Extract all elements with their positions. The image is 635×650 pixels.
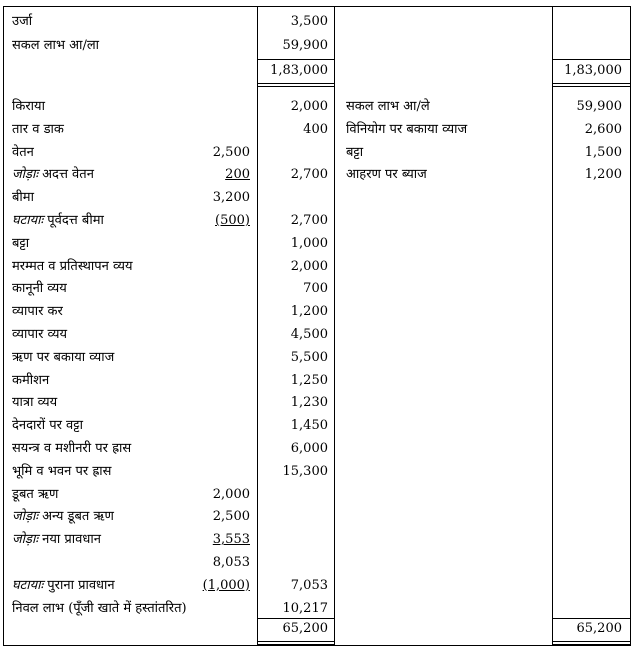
row-label: बट्टा xyxy=(346,144,364,160)
table-row xyxy=(4,142,630,164)
amount: 4,500 xyxy=(290,327,328,342)
rule xyxy=(552,86,630,87)
row-label: भूमि व भवन पर ह्रास xyxy=(12,463,112,479)
rule xyxy=(257,644,335,645)
row-label: आहरण पर ब्याज xyxy=(346,167,427,183)
table-row xyxy=(4,506,630,528)
rule xyxy=(552,641,630,642)
amount: 10,217 xyxy=(282,600,328,616)
table-row xyxy=(4,187,630,209)
row-label: घटायाः पुराना प्रावधान xyxy=(12,577,115,593)
rule xyxy=(552,644,630,645)
row-label: जोड़ाः नया प्रावधान xyxy=(12,532,101,548)
sub-amount: 200 xyxy=(225,167,250,183)
amount: 5,500 xyxy=(290,349,328,365)
row-label: सकल लाभ आ/ले xyxy=(346,99,430,114)
table-row xyxy=(4,164,630,186)
amount: 1,200 xyxy=(290,304,328,320)
row-label: कानूनी व्यय xyxy=(12,281,67,297)
table-row xyxy=(4,233,630,255)
table-row: सकल लाभ आ/ला 59,900 xyxy=(12,38,328,53)
row-label: बीमा xyxy=(12,190,34,206)
row-label: व्यापार कर xyxy=(12,304,63,320)
table-row xyxy=(4,598,630,620)
table-row xyxy=(4,529,630,551)
sub-amount: 2,500 xyxy=(212,144,250,160)
amount: 2,700 xyxy=(290,213,328,228)
table-row xyxy=(4,210,630,232)
table-row xyxy=(4,552,630,574)
amount: 2,700 xyxy=(290,167,328,183)
amount: 2,000 xyxy=(290,99,328,114)
sub-amount: 8,053 xyxy=(212,555,250,570)
amount: 6,000 xyxy=(290,441,328,456)
amount: 1,500 xyxy=(584,144,622,160)
bottom-total-left: 65,200 xyxy=(282,621,328,636)
row-label: बट्टा xyxy=(12,235,30,251)
table-row xyxy=(4,370,630,392)
amount: 700 xyxy=(303,281,328,297)
table-row xyxy=(4,301,630,323)
table-row xyxy=(4,256,630,278)
amount: 1,000 xyxy=(290,235,328,251)
bottom-total-right: 65,200 xyxy=(576,621,622,636)
amount: 59,900 xyxy=(576,99,622,114)
table-row xyxy=(4,119,630,141)
table-row xyxy=(4,324,630,346)
row-label: निवल लाभ (पूँजी खाते में हस्तांतरित) xyxy=(12,600,187,616)
sub-amount: (500) xyxy=(215,213,250,228)
table-row xyxy=(4,461,630,483)
amount: 7,053 xyxy=(290,577,328,593)
sub-amount: 2,000 xyxy=(212,486,250,502)
row-label: ऋण पर बकाया व्याज xyxy=(12,349,115,365)
amount: 1,230 xyxy=(290,395,328,411)
ledger-frame xyxy=(3,6,631,646)
table-row xyxy=(4,415,630,437)
table-row xyxy=(4,575,630,597)
total-row xyxy=(4,618,630,640)
row-label: व्यापार व्यय xyxy=(12,327,68,342)
top-total-right: 1,83,000 xyxy=(564,63,622,78)
row-label: मरम्मत व प्रतिस्थापन व्यय xyxy=(12,258,133,274)
row-label: सयन्त्र व मशीनरी पर ह्रास xyxy=(12,441,132,456)
row-label: किराया xyxy=(12,99,45,114)
rule xyxy=(552,83,630,84)
row-label: विनियोग पर बकाया व्याज xyxy=(346,121,468,137)
row-label: यात्रा व्यय xyxy=(12,395,58,411)
row-label: जोड़ाः अदत्त वेतन xyxy=(12,167,94,183)
table-row xyxy=(4,96,630,118)
amount: 2,000 xyxy=(290,258,328,274)
row-label: कमीशन xyxy=(12,372,50,388)
row-label: देनदारों पर वट्टा xyxy=(12,418,83,434)
amount: 15,300 xyxy=(282,463,328,479)
row-label: डूबत ऋण xyxy=(12,486,59,502)
table-row xyxy=(4,347,630,369)
amount: 1,450 xyxy=(290,418,328,434)
sub-amount: (1,000) xyxy=(202,577,250,593)
sub-amount: 3,200 xyxy=(212,190,250,206)
table-row xyxy=(4,278,630,300)
rule xyxy=(257,83,335,84)
sub-amount: 3,553 xyxy=(212,532,250,548)
amount: 2,600 xyxy=(584,121,622,137)
total-row xyxy=(4,60,630,82)
table-row xyxy=(4,392,630,414)
top-total-left: 1,83,000 xyxy=(270,63,328,78)
row-label: तार व डाक xyxy=(12,121,64,137)
row-label: घटायाः पूर्वदत्त बीमा xyxy=(12,213,104,228)
row-label: वेतन xyxy=(12,144,34,160)
table-row xyxy=(4,484,630,506)
amount: 400 xyxy=(303,121,328,137)
table-row xyxy=(4,438,630,460)
sub-amount: 2,500 xyxy=(212,509,250,525)
amount: 1,250 xyxy=(290,372,328,388)
rule xyxy=(257,86,335,87)
rule xyxy=(257,641,335,642)
amount: 1,200 xyxy=(584,167,622,183)
table-row: उर्जा 3,500 xyxy=(12,14,328,29)
row-label: जोड़ाः अन्य डूबत ऋण xyxy=(12,509,114,525)
